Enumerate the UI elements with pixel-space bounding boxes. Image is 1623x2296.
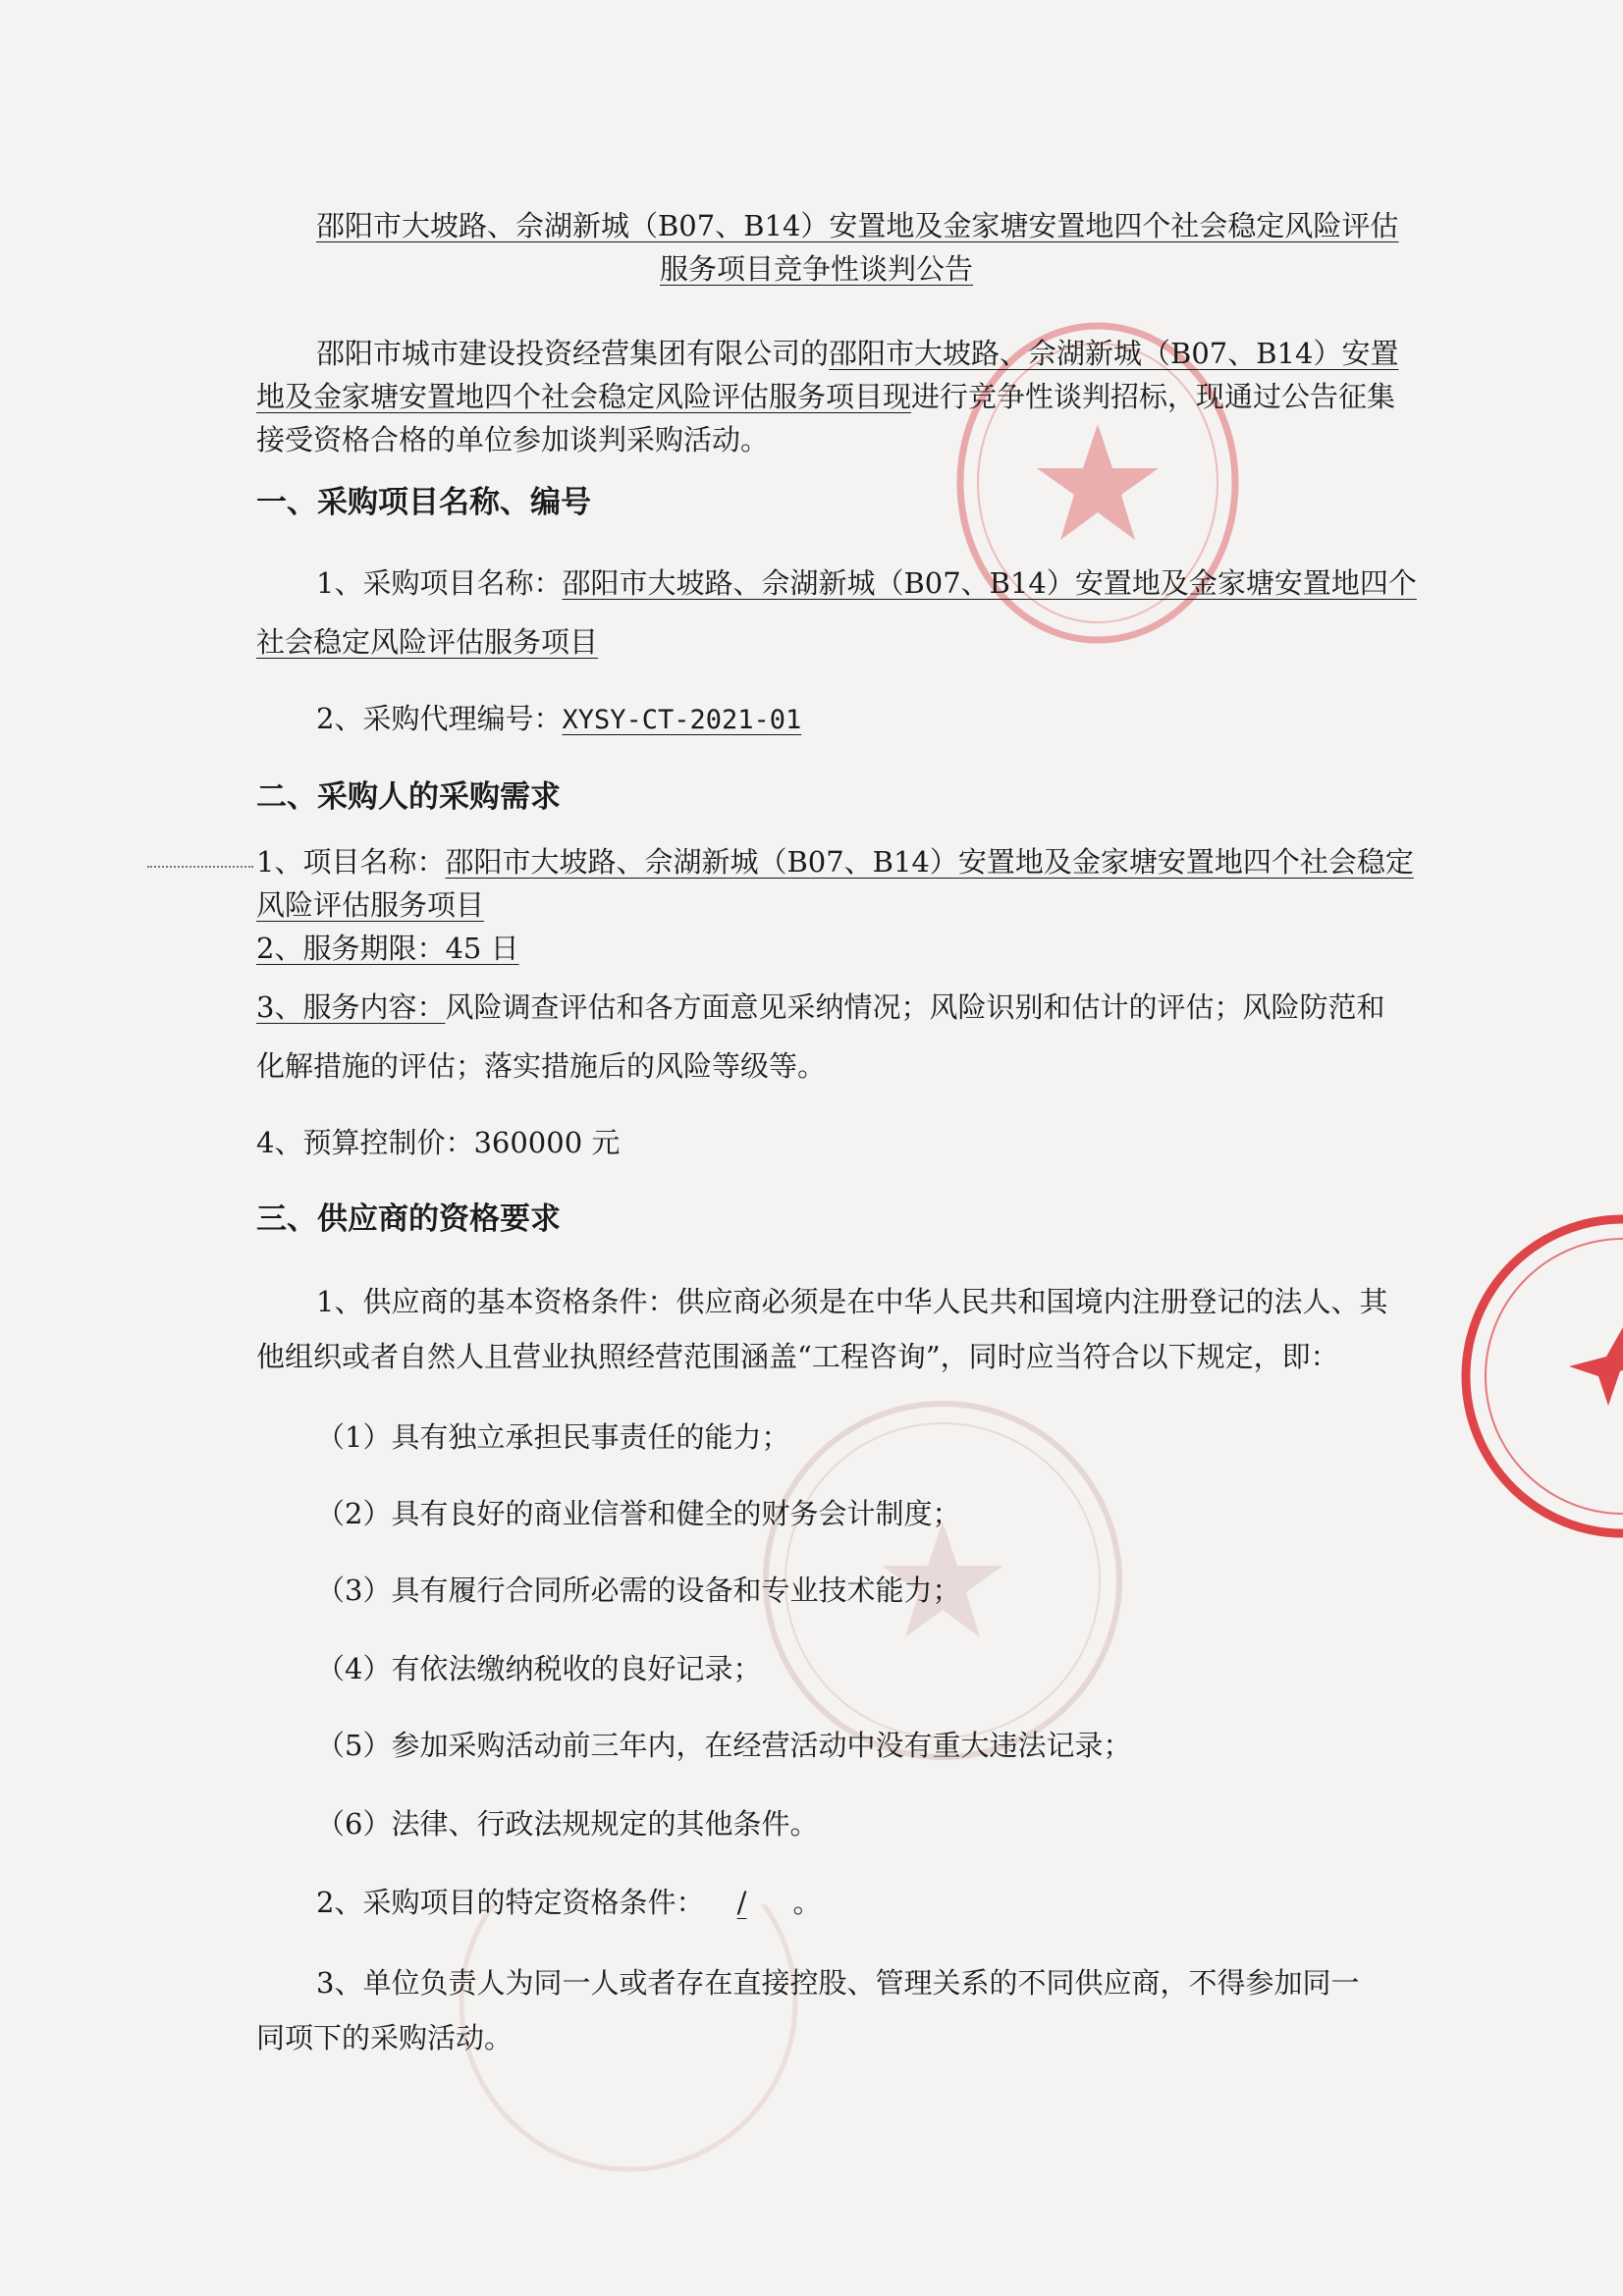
section-3-item-3-cont: 同项下的采购活动。 (256, 2021, 514, 2055)
section-2-item-2: 2、服务期限：45 日 (256, 932, 519, 965)
section-2-item-4: 4、预算控制价：360000 元 (256, 1126, 621, 1159)
section-3-item-1: 1、供应商的基本资格条件：供应商必须是在中华人民共和国境内注册登记的法人、其 (316, 1285, 1388, 1318)
intro-line-3: 接受资格合格的单位参加谈判采购活动。 (256, 423, 770, 456)
intro-line-1 (316, 334, 1398, 373)
section-3-item-3: 3、单位负责人为同一人或者存在直接控股、管理关系的不同供应商，不得参加同一 (316, 1966, 1360, 2000)
title-line-2: 服务项目竞争性谈判公告 (660, 252, 974, 286)
item-value: 风险调查评估和各方面意见采纳情况；风险识别和估计的评估；风险防范和 (445, 990, 1385, 1024)
item-label: 1、项目名称： (256, 845, 446, 879)
procurement-code: XYSY-CT-2021-01 (562, 705, 802, 735)
intro-purchaser: 邵阳市城市建设投资经营集团有限公司的 (316, 337, 830, 370)
intro-line-2 (256, 377, 1395, 416)
section-1-item-1-cont: 社会稳定风险评估服务项目 (256, 625, 599, 659)
section-2-item-1-cont: 风险评估服务项目 (256, 888, 485, 922)
intro-project-name-a: 邵阳市大坡路、佘湖新城（B07、B14）安置 (829, 337, 1399, 370)
item-value: 邵阳市大坡路、佘湖新城（B07、B14）安置地及金家塘安置地四个社会稳定 (445, 845, 1414, 879)
section-2-item-1 (256, 842, 1414, 881)
section-1-heading: 一、采购项目名称、编号 (256, 485, 591, 520)
company-seal-right (1451, 1209, 1623, 1543)
section-1-item-2 (316, 699, 801, 740)
section-3-item-2 (316, 1883, 821, 1922)
item-end: 。 (792, 1886, 822, 1919)
condition-2: （2）具有良好的商业信誉和健全的财务会计制度； (316, 1497, 961, 1530)
condition-1: （1）具有独立承担民事责任的能力； (316, 1420, 790, 1454)
scan-mark (147, 866, 253, 868)
section-3-heading: 三、供应商的资格要求 (256, 1201, 561, 1237)
section-1-item-1 (316, 563, 1417, 603)
condition-6: （6）法律、行政法规规定的其他条件。 (316, 1807, 819, 1841)
section-2-item-3-cont: 化解措施的评估；落实措施后的风险等级等。 (256, 1049, 827, 1083)
section-2-item-3 (256, 988, 1384, 1027)
item-label: 1、采购项目名称： (316, 566, 563, 600)
section-3-item-1-cont: 他组织或者自然人且营业执照经营范围涵盖“工程咨询”，同时应当符合以下规定，即： (256, 1340, 1339, 1373)
intro-text: 进行竞争性谈判招标，现通过公告征集 (911, 380, 1396, 413)
intro-project-name-b: 地及金家塘安置地四个社会稳定风险评估服务项目现 (256, 380, 912, 413)
section-2-heading: 二、采购人的采购需求 (256, 779, 561, 815)
condition-4: （4）有依法缴纳税收的良好记录； (316, 1652, 762, 1685)
item-value: 邵阳市大坡路、佘湖新城（B07、B14）安置地及金家塘安置地四个 (562, 566, 1417, 600)
title-line-1: 邵阳市大坡路、佘湖新城（B07、B14）安置地及金家塘安置地四个社会稳定风险评估 (316, 209, 1399, 242)
item-label: 2、采购代理编号： (316, 702, 563, 735)
item-label: 2、采购项目的特定资格条件： (316, 1886, 705, 1919)
item-label: 3、服务内容： (256, 990, 446, 1024)
condition-5: （5）参加采购活动前三年内，在经营活动中没有重大违法记录； (316, 1729, 1132, 1762)
condition-3: （3）具有履行合同所必需的设备和专业技术能力； (316, 1574, 961, 1607)
item-value: / (736, 1886, 747, 1919)
